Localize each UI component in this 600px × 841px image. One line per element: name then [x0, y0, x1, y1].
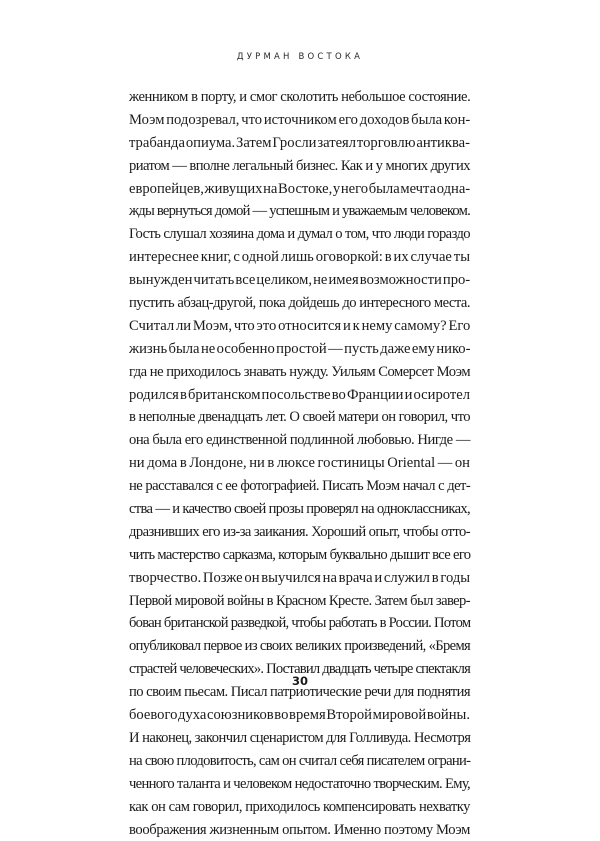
text-line: И наконец, закончил сценаристом для Голливуда. Несмотря — [129, 727, 470, 750]
text-line: родился в британском посольстве во Франции и осиротел — [129, 384, 470, 407]
text-line: в неполные двенадцать лет. О своей матери он говорил, что — [129, 406, 470, 429]
text-line: европейцев, живущих на Востоке, у него была мечта одна- — [129, 178, 470, 201]
text-line: вынужден читать все целиком, не имея возможности про- — [129, 269, 470, 292]
text-line: трабанда опиума. Затем Гросли затеял торговлю антиква- — [129, 132, 470, 155]
text-line: как он сам говорил, приходилось компенсировать нехватку — [129, 796, 470, 819]
text-line: ства — и качество своей прозы проверял на одноклассниках, — [129, 498, 470, 521]
text-line: дразнивших его из-за заикания. Хороший опыт, чтобы отто- — [129, 521, 470, 544]
text-line: чить мастерство сарказма, которым буквально дышит все его — [129, 544, 470, 567]
text-line: по своим пьесам. Писал патриотические речи для поднятия — [129, 681, 470, 704]
text-line: творчество. Позже он выучился на врача и служил в годы — [129, 567, 470, 590]
text-line: ченного таланта и человеком недостаточно творческим. Ему, — [129, 773, 470, 796]
text-line: не расставался с ее фотографией. Писать Моэм начал с дет- — [129, 475, 470, 498]
text-line: Первой мировой войны в Красном Кресте. Затем был завер- — [129, 590, 470, 613]
text-line: на свою плодовитость, сам он считал себя писателем ограни- — [129, 750, 470, 773]
text-line: страстей человеческих». Поставил двадцать четыре спектакля — [129, 658, 470, 681]
text-line: опубликовал первое из своих великих произведений, «Бремя — [129, 635, 470, 658]
text-line: интереснее книг, с одной лишь оговоркой: в их случае ты — [129, 246, 470, 269]
body-text — [129, 86, 470, 841]
text-line: ни дома в Лондоне, ни в люксе гостиницы Oriental — он — [129, 452, 470, 475]
page-number: 30 — [0, 674, 600, 688]
text-line: жизнь была не особенно простой — пусть даже ему нико- — [129, 338, 470, 361]
text-line: женником в порту, и смог сколотить небольшое состояние. — [129, 86, 470, 109]
text-line: она была его единственной подлинной любовью. Нигде — — [129, 429, 470, 452]
text-line: воображения жизненным опытом. Именно поэтому Моэм — [129, 819, 470, 841]
text-line: Моэм подозревал, что источником его доходов была кон- — [129, 109, 470, 132]
text-line: риатом — вполне легальный бизнес. Как и у многих других — [129, 155, 470, 178]
text-line: Гость слушал хозяина дома и думал о том, что люди гораздо — [129, 223, 470, 246]
text-line: гда не приходилось знавать нужду. Уильям Сомерсет Моэм — [129, 361, 470, 384]
running-head: ДУРМАН ВОСТОКА — [0, 52, 600, 62]
text-line: боевого духа союзников во время Второй мировой войны. — [129, 704, 470, 727]
text-line: жды вернуться домой — успешным и уважаемым человеком. — [129, 200, 470, 223]
text-line: бован британской разведкой, чтобы работать в России. Потом — [129, 612, 470, 635]
text-line: Считал ли Моэм, что это относится и к нему самому? Его — [129, 315, 470, 338]
text-line: пустить абзац-другой, пока дойдешь до интересного места. — [129, 292, 470, 315]
